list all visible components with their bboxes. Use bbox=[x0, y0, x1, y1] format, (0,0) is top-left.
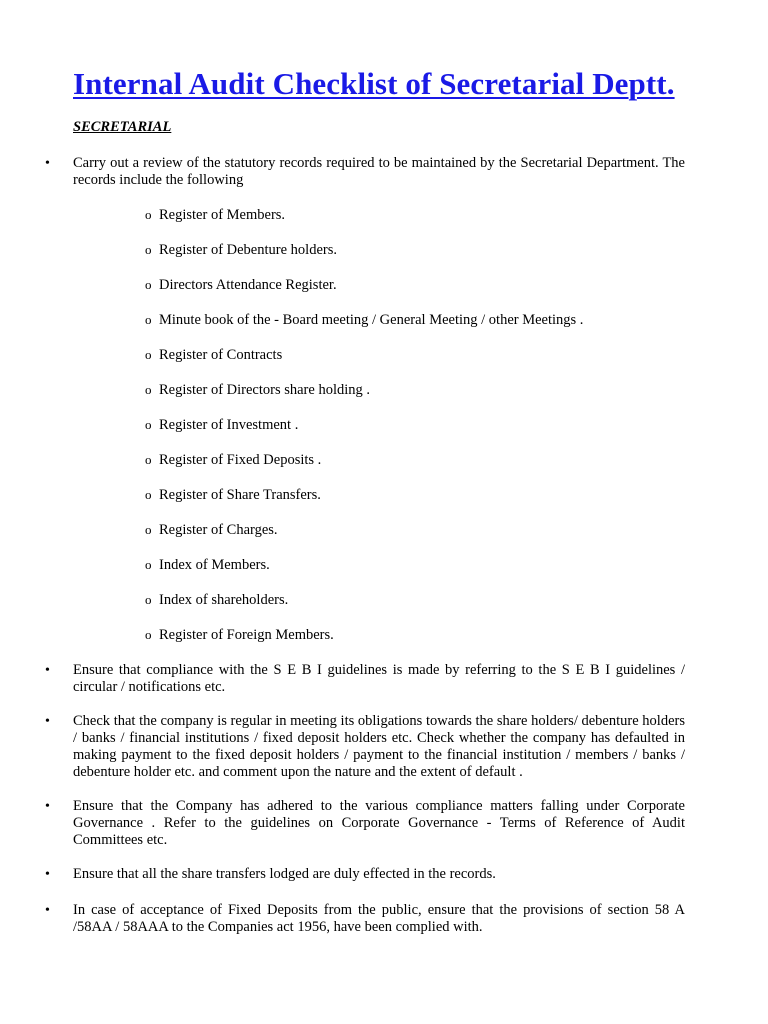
section-heading: SECRETARIAL bbox=[73, 119, 172, 135]
record-item bbox=[145, 276, 337, 294]
record-label: Minute book of the - Board meeting / General Meeting / other Meetings . bbox=[159, 312, 584, 328]
bullet-marker: • bbox=[45, 663, 50, 678]
record-label: Index of shareholders. bbox=[159, 592, 289, 608]
sub-marker: o bbox=[145, 312, 152, 327]
bullet-marker: • bbox=[45, 903, 50, 918]
checklist-point: Ensure that all the share transfers lodged are duly effected in the records. bbox=[73, 866, 496, 882]
record-item bbox=[145, 346, 282, 364]
record-label: Register of Foreign Members. bbox=[159, 627, 334, 643]
sub-marker: o bbox=[145, 487, 152, 502]
checklist-point: Ensure that the Company has adhered to the various compliance matters falling under Corporate Governance . Refer to the guidelines on Corporate Governance - Terms of Reference of Audit Committees etc. bbox=[73, 798, 685, 848]
record-label: Register of Investment . bbox=[159, 417, 299, 433]
record-item bbox=[145, 626, 334, 644]
intro-paragraph: Carry out a review of the statutory records required to be maintained by the Secretarial Department. The records include the following bbox=[73, 155, 685, 188]
checklist-point: Check that the company is regular in meeting its obligations towards the share holders/ debenture holders / banks / financial institutions / fixed deposit holders etc. Check whether the company has defaulted in making payment to the fixed deposit holders / payment to the financial institution / members / banks / debenture holder etc. and comment upon the nature and the extent of default . bbox=[73, 713, 685, 780]
sub-marker: o bbox=[145, 557, 152, 572]
record-label: Register of Fixed Deposits . bbox=[159, 452, 322, 468]
record-item bbox=[145, 486, 321, 504]
record-item bbox=[145, 416, 298, 434]
checklist-point: Ensure that compliance with the S E B I guidelines is made by referring to the S E B I guidelines / circular / notifications etc. bbox=[73, 662, 685, 695]
sub-marker: o bbox=[145, 627, 152, 642]
checklist-point: In case of acceptance of Fixed Deposits from the public, ensure that the provisions of section 58 A /58AA / 58AAA to the Companies act 1956, have been complied with. bbox=[73, 902, 685, 935]
record-label: Index of Members. bbox=[159, 557, 270, 573]
record-label: Register of Share Transfers. bbox=[159, 487, 321, 503]
record-item bbox=[145, 556, 270, 574]
sub-marker: o bbox=[145, 207, 152, 222]
record-label: Register of Debenture holders. bbox=[159, 242, 337, 258]
sub-marker: o bbox=[145, 277, 152, 292]
record-label: Register of Members. bbox=[159, 207, 286, 223]
sub-marker: o bbox=[145, 417, 152, 432]
sub-marker: o bbox=[145, 452, 152, 467]
record-label: Register of Directors share holding . bbox=[159, 382, 371, 398]
record-item bbox=[145, 521, 278, 539]
sub-marker: o bbox=[145, 592, 152, 607]
record-item bbox=[145, 206, 285, 224]
record-item bbox=[145, 241, 337, 259]
bullet-marker: • bbox=[45, 156, 50, 171]
bullet-marker: • bbox=[45, 714, 50, 729]
sub-marker: o bbox=[145, 242, 152, 257]
bullet-marker: • bbox=[45, 867, 50, 882]
record-item bbox=[145, 591, 288, 609]
sub-marker: o bbox=[145, 347, 152, 362]
record-item bbox=[145, 451, 321, 469]
record-label: Directors Attendance Register. bbox=[159, 277, 337, 293]
bullet-marker: • bbox=[45, 799, 50, 814]
record-label: Register of Charges. bbox=[159, 522, 278, 538]
record-label: Register of Contracts bbox=[159, 347, 283, 363]
record-item bbox=[145, 311, 583, 329]
sub-marker: o bbox=[145, 522, 152, 537]
sub-marker: o bbox=[145, 382, 152, 397]
record-item bbox=[145, 381, 370, 399]
page-title: Internal Audit Checklist of Secretarial Deptt. bbox=[73, 66, 675, 101]
